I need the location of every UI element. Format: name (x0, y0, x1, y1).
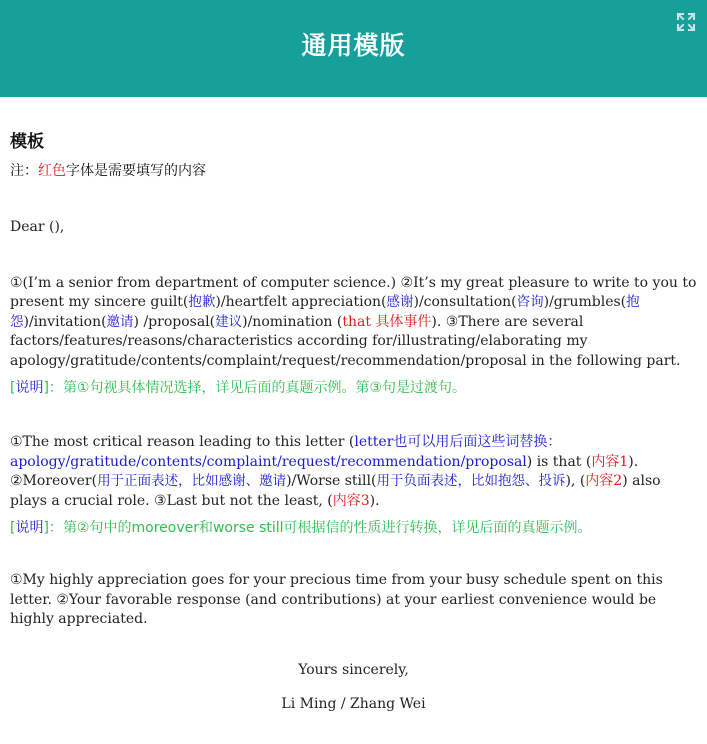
document-body (0, 97, 707, 728)
e1-close: ]： (43, 380, 63, 396)
section-note (10, 160, 697, 180)
p1-text-1: ①(I’m a senior from department of computer science.) ②It’s my great pleasure to write to you to present my sincere guilt( (10, 274, 697, 310)
e1-label: 说明 (15, 380, 44, 396)
p2-text-7: ). (369, 492, 380, 509)
p1-blue-5: 邀请 (106, 313, 134, 330)
p2-blue-3: 用于负面表述，比如抱怨、投诉 (376, 473, 566, 489)
p2-red-3: 内容3 (332, 492, 370, 509)
p2-text-4: )/Worse still( (286, 473, 377, 489)
p2-blue-1: letter也可以用后面这些词替换：apology/gratitude/contents/complaint/request/recommendation/proposal (10, 434, 562, 470)
salutation: Dear (), (10, 219, 65, 235)
closing-block (10, 660, 697, 714)
expand-arrows-icon[interactable] (676, 12, 696, 32)
section-heading: 模板 (10, 132, 44, 152)
e2-text: 第②句中的moreover和worse still可根据信的性质进行转换，详见后面的真题示例。 (62, 520, 592, 536)
e1-text: 第①句视具体情况选择，详见后面的真题示例。第③句是过渡句。 (62, 380, 467, 396)
explanation-2 (10, 517, 697, 537)
paragraph-1 (10, 274, 697, 372)
closing-line: Yours sincerely, (298, 661, 409, 678)
explanation-1 (10, 377, 697, 397)
p2-text-6: ) also plays a crucial role. ③Last but not the least, ( (10, 473, 661, 509)
e1-open: [ (10, 380, 16, 396)
header-bar (0, 0, 707, 97)
signature: Li Ming / Zhang Wei (281, 695, 426, 712)
page-title: 通用模版 (301, 31, 406, 60)
e2-open: [ (10, 520, 16, 536)
p2-red-2: 内容2 (585, 473, 623, 489)
p2-red-1: 内容1 (591, 453, 629, 470)
paragraph-2 (10, 433, 697, 511)
p1-text-2: )/heartfelt appreciation( (215, 294, 387, 310)
paragraph-3: ①My highly appreciation goes for your precious time from your busy schedule spent on this letter. ②Your favorable response (and contributions) at your earliest convenience would be highly appreciated. (10, 572, 663, 627)
p1-blue-2: 感谢 (386, 294, 414, 310)
p1-red-1: that 具体事件 (342, 313, 432, 330)
e2-label: 说明 (15, 520, 44, 536)
p1-text-5: )/invitation( (23, 313, 107, 330)
p2-text-5: ), ( (565, 473, 586, 489)
p2-blue-2: 用于正面表述，比如感谢、邀请 (97, 473, 287, 489)
p1-text-7: )/nomination ( (242, 313, 343, 330)
note-suffix: 字体是需要填写的内容 (66, 163, 206, 179)
note-red-word: 红色 (38, 163, 66, 179)
p2-text-2: ) is that ( (526, 453, 592, 470)
p1-text-6: ) /proposal( (133, 313, 216, 330)
p1-blue-1: 抱歉 (188, 294, 216, 310)
p1-text-3: )/consultation( (413, 294, 517, 310)
p2-text-1: ①The most critical reason leading to this letter ( (10, 434, 355, 450)
p1-text-8: ). ③There are several factors/features/reasons/characteristics according for/illustrating/elaborating my apology/gratitude/contents/complaint/request/recommendation/proposal in the following part. (10, 313, 681, 369)
e2-close: ]： (43, 520, 63, 536)
p1-blue-4: 抱怨 (10, 294, 640, 330)
p1-blue-6: 建议 (215, 313, 243, 330)
p1-blue-3: 咨询 (516, 294, 544, 310)
p2-text-3: ). ②Moreover( (10, 453, 639, 489)
p1-text-4: )/grumbles( (543, 294, 627, 310)
note-prefix: 注： (10, 163, 38, 179)
